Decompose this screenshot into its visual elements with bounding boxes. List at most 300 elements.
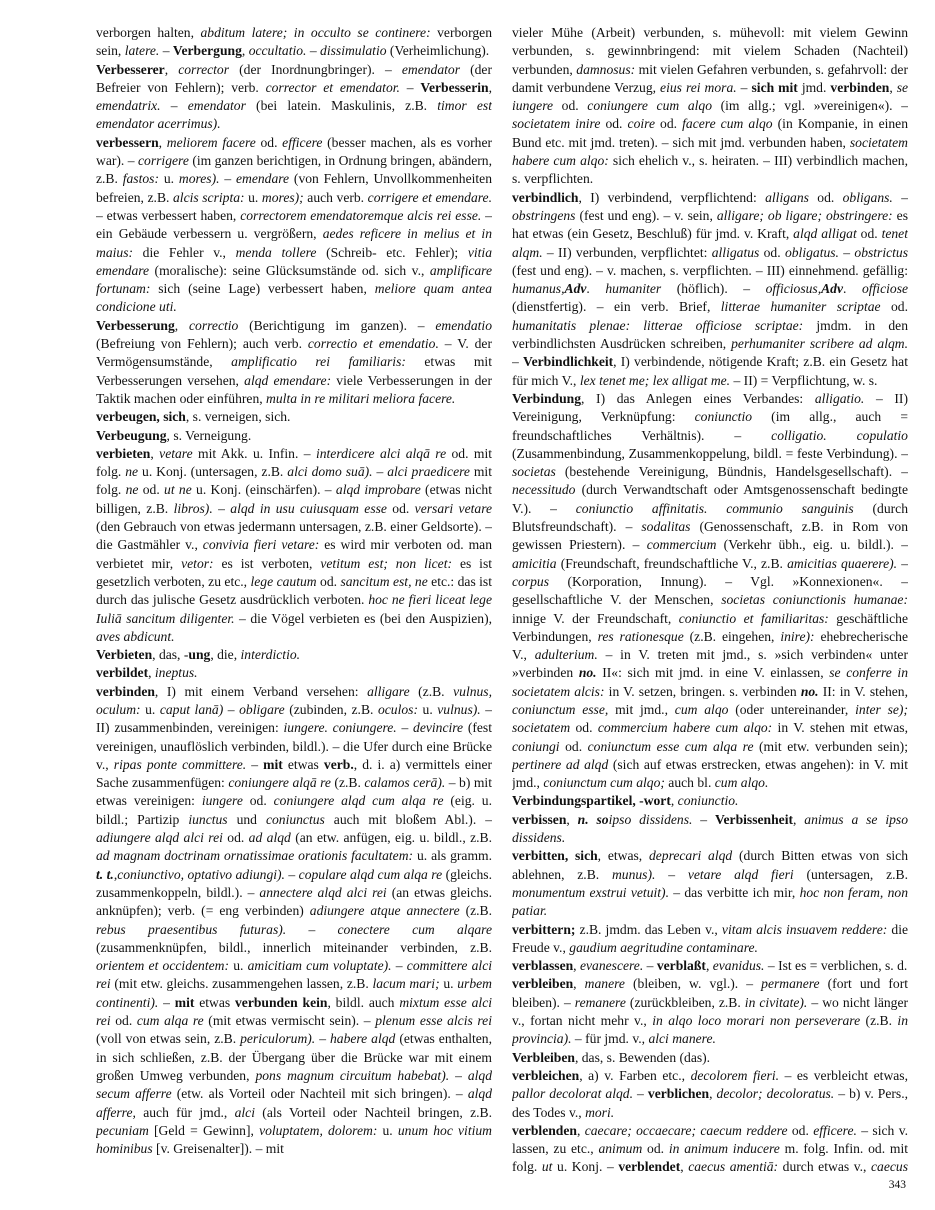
entry-text: (Zusammenbindung, Zusammenkoppelung, bildl. = feste Verbindung). – xyxy=(512,445,908,461)
dictionary-entry xyxy=(512,847,908,920)
entry-text: , xyxy=(241,43,249,59)
latin-text: menda tollere xyxy=(235,244,317,260)
entry-text: – xyxy=(391,958,407,974)
latin-text: correctorem emendatoremque alcis rei esse. xyxy=(240,207,482,223)
latin-text: humaniter xyxy=(605,281,662,297)
latin-text: animus a se ipso dissidens. xyxy=(512,811,908,846)
headword-text: no. xyxy=(578,665,597,681)
latin-text: societatem habere cum alqo: xyxy=(512,134,908,169)
entry-text: (Korporation, Innung). – Vgl. »Konnexionen«. – gesellschaftliche V. der Menschen, xyxy=(512,573,908,608)
entry-text: viele Verbesserungen in der Taktik machen oder einführen, xyxy=(96,372,492,406)
entry-text: (moralische): seine Glücksumstände od. sich v., xyxy=(149,262,430,278)
headword-text: Verbergung xyxy=(172,43,242,59)
entry-text: , xyxy=(150,445,160,461)
entry-text: – V. der Vermögensumstände, xyxy=(96,336,492,370)
entry-text: II: in V. stehen, xyxy=(818,683,908,699)
entry-text: – xyxy=(399,79,421,95)
entry-text: – xyxy=(655,866,688,882)
entry-text: od. xyxy=(600,116,628,132)
latin-text: interdicere alci alqā re xyxy=(315,445,447,461)
entry-text: die Freude v., xyxy=(512,921,908,955)
latin-text: facere cum alqo xyxy=(682,116,773,132)
latin-text: amicitias quaerere). xyxy=(787,555,898,571)
latin-text: alcis scripta: xyxy=(173,189,245,205)
entry-text: , d. i. a) vermittels einer Sache zusammenfügen: xyxy=(96,756,492,791)
entry-text: , xyxy=(573,976,585,992)
dictionary-entry xyxy=(96,664,492,682)
entry-text: – xyxy=(246,756,264,772)
entry-text: , xyxy=(705,958,713,974)
entry-text: od. xyxy=(880,299,908,315)
headword-text: Verbleiben xyxy=(512,1049,575,1065)
entry-text: – sich v. lassen, zu etc., xyxy=(512,1122,908,1157)
latin-text: fastos: xyxy=(122,171,159,187)
latin-text: eius rei mora. xyxy=(660,79,737,95)
headword-text: Verbindung xyxy=(512,390,582,406)
latin-text: interdictio. xyxy=(240,647,301,663)
latin-text: coniunctum esse cum alqa re xyxy=(587,738,754,754)
entry-text: , xyxy=(148,665,155,681)
latin-text: obligare xyxy=(239,701,285,717)
latin-text: coniunctio affinitatis. communio sanguinis xyxy=(575,500,854,516)
latin-text: coniungere cum alqo xyxy=(587,98,712,114)
entry-text: und xyxy=(227,811,266,827)
entry-text: – xyxy=(158,994,175,1010)
latin-text: vitia emendare xyxy=(96,244,492,278)
headword-text: verbissen xyxy=(512,811,567,827)
latin-text: deprecari alqd xyxy=(648,848,733,864)
latin-text: libros). xyxy=(173,500,213,516)
entry-text: od. xyxy=(110,1013,137,1029)
entry-text: – xyxy=(736,79,752,95)
latin-text: evanidus. xyxy=(712,958,765,974)
entry-text: es wird mir verboten od. man verbietet mir, xyxy=(96,537,492,571)
latin-text: annectere alqd alci rei xyxy=(259,884,387,900)
entry-text: (durch Blutsfreundschaft). – xyxy=(512,500,908,535)
latin-text: abditum latere; in occulto se continere: xyxy=(200,25,431,40)
latin-text: amicitia xyxy=(512,555,557,571)
latin-text: coniunctum cum alqo; xyxy=(543,775,665,791)
latin-text: alligans xyxy=(765,189,809,205)
entry-text: , xyxy=(158,134,167,150)
headword-text: verblichen xyxy=(647,1086,710,1102)
latin-text: societas xyxy=(512,464,556,480)
entry-text: – b) v. Pers., des Todes v., xyxy=(512,1086,908,1120)
latin-text: corrigere xyxy=(138,153,189,169)
dictionary-entry xyxy=(96,408,492,426)
headword-text: Verbesserung xyxy=(96,317,175,333)
headword-text: Verbesserin xyxy=(420,79,489,95)
entry-text: (z.B. xyxy=(860,1013,898,1029)
dictionary-entry xyxy=(512,921,908,958)
headword-text: Verbesserer xyxy=(96,61,165,77)
entry-text: die Fehler v., xyxy=(133,244,236,260)
latin-text: calamos cerā). xyxy=(364,775,446,791)
entry-text: (voll von etwas sein, z.B. xyxy=(96,1031,241,1047)
latin-text: inire): xyxy=(780,628,815,644)
entry-text: auch verb. xyxy=(303,189,368,205)
latin-text: ineptus. xyxy=(154,665,198,681)
latin-text: rebus praesentibus futuras). xyxy=(96,921,287,937)
latin-text: vetor: xyxy=(181,555,214,571)
headword-text: verbeugen, sich xyxy=(96,409,186,425)
entry-text: od. xyxy=(787,1122,814,1138)
latin-text: perhumaniter scribere ad alqm. xyxy=(731,336,908,352)
latin-text: amicitiam cum voluptate). xyxy=(247,958,392,974)
latin-text: animum xyxy=(598,1141,643,1157)
entry-text: (Berichtigung im ganzen). – xyxy=(238,317,436,333)
entry-text: , bildl. auch xyxy=(327,994,400,1010)
entry-text: u. xyxy=(417,701,438,717)
entry-text: – wo nicht länger v., fortan nicht mehr v., xyxy=(512,994,908,1029)
headword-text: Adv xyxy=(821,281,844,297)
entry-text: (höflich). – xyxy=(661,281,766,297)
latin-text: vitam alcis insuavem reddere: xyxy=(721,921,888,937)
headword-text: n. so xyxy=(577,811,609,827)
headword-text: verbieten xyxy=(96,445,151,461)
headword-text: ung xyxy=(188,647,211,663)
latin-text: plenum esse alcis rei xyxy=(375,1013,492,1029)
latin-text: decolor; decoloratus. xyxy=(716,1086,835,1102)
latin-text: ripas ponte committere. xyxy=(113,756,247,772)
latin-text: committere alci rei xyxy=(96,958,492,992)
latin-text: alqd alligat xyxy=(793,226,857,242)
latin-text: commercium habere cum alqo: xyxy=(597,720,773,736)
headword-text: verbinden xyxy=(96,683,155,699)
entry-text: geschäftliche Verbindungen, xyxy=(512,610,908,644)
entry-text: II«: sich mit jmd. in eine V. einlassen, xyxy=(596,665,830,681)
entry-text: – II) Vereinigung, Verknüpfung: xyxy=(512,390,908,425)
latin-text: litterae humaniter scriptae xyxy=(720,299,881,315)
entry-text: (z.B. xyxy=(459,903,492,919)
latin-text: ad magnam doctrinam ornatissimae orationis facultatem: xyxy=(96,848,414,864)
latin-text: caecus amentiā: xyxy=(688,1159,779,1174)
latin-text: vulnus). xyxy=(437,701,481,717)
headword-text: verbildet xyxy=(96,665,149,681)
latin-text: amplificatio rei familiaris: xyxy=(231,354,406,370)
entry-text: (bei latein. Maskulinis, z.B. xyxy=(245,98,438,114)
headword-text: verblaßt xyxy=(656,958,706,974)
headword-text: verb. xyxy=(323,756,354,772)
latin-text: colligatio. copulatio xyxy=(771,427,908,443)
latin-text: societatem inire xyxy=(512,116,601,132)
entry-text: (dienstfertig). – ein verb. Brief, xyxy=(512,299,721,315)
latin-text: versari vetare xyxy=(414,500,492,516)
entry-text: – b) mit etwas vereinigen: xyxy=(96,775,492,809)
latin-text: voluptatem, dolorem: xyxy=(259,1122,378,1138)
entry-text: , xyxy=(576,1122,585,1138)
latin-text: vulnus, oculum: xyxy=(96,683,492,717)
latin-text: tenet alqm. xyxy=(512,226,908,260)
entry-text: – die Vögel verbieten es (bei den Auspizien), xyxy=(234,610,492,626)
page-number: 343 xyxy=(888,1179,906,1191)
entry-text: – xyxy=(219,171,236,187)
entry-text: (fest und eng). – v. machen, s. verpflichten. – III) einnehmend. gefällig: xyxy=(512,262,908,278)
latin-text: obstrictus xyxy=(854,244,908,260)
entry-text: (im ganzen berichtigen, in Ordnung bringen, abändern, z.B. xyxy=(96,153,492,187)
latin-text: pons magnum circuitum habebat). xyxy=(255,1067,450,1083)
latin-text: mixtum esse alci rei xyxy=(96,994,492,1029)
entry-text: , xyxy=(670,793,678,809)
entry-text: u. xyxy=(439,976,458,992)
latin-text: vetitum est; non licet: xyxy=(320,555,453,571)
entry-text: , I) verbindend, verpflichtend: xyxy=(578,189,766,205)
entry-text: od. xyxy=(559,738,588,754)
entry-text: verborgen halten, xyxy=(96,25,201,40)
latin-text: mori. xyxy=(585,1104,615,1120)
entry-text: (Befreiung von Fehlern); auch verb. xyxy=(96,336,308,352)
entry-text: od. xyxy=(808,189,843,205)
entry-text: , das, s. Bewenden (das). xyxy=(574,1049,711,1065)
entry-text: (z.B. xyxy=(409,683,454,699)
entry-text: (mit etw. gleichs. zusammengehen lassen, z.B. xyxy=(110,976,373,992)
entry-text: , xyxy=(573,958,580,974)
latin-text: officiosus, xyxy=(765,281,822,297)
entry-text: jmd. xyxy=(797,79,831,95)
entry-text: od. xyxy=(759,244,785,260)
latin-text: in animum inducere xyxy=(668,1141,780,1157)
entry-text: od. xyxy=(654,116,683,132)
entry-text: – II) = Verpflichtung, w. s. xyxy=(730,372,878,388)
entry-text: , xyxy=(174,317,189,333)
entry-text: (Verkehr übh., eig. u. bildl.). – xyxy=(716,537,908,553)
latin-text: corrigere et emendare. xyxy=(367,189,492,205)
entry-text: od. xyxy=(255,134,283,150)
entry-text: – xyxy=(284,866,299,882)
latin-text: iungere. coniungere. xyxy=(283,720,397,736)
headword-text: sich mit xyxy=(751,79,798,95)
latin-text: alligare; ob ligare; obstringere: xyxy=(716,207,893,223)
entry-text: auch für jmd., xyxy=(135,1104,235,1120)
latin-text: alci xyxy=(234,1104,255,1120)
entry-text: u. xyxy=(159,171,179,187)
latin-text: caecus xyxy=(871,1159,908,1174)
entry-text: – etwas verbessert haben, xyxy=(96,207,241,223)
entry-text: [v. Greisenalter]). – mit xyxy=(152,1141,284,1157)
entry-text: od. mit folg. xyxy=(96,445,492,480)
dictionary-entry xyxy=(512,24,908,189)
entry-text: – xyxy=(692,811,715,827)
entry-text: od. xyxy=(138,482,165,498)
latin-text: amplificare fortunam: xyxy=(96,262,492,297)
latin-text: societatem xyxy=(512,720,571,736)
entry-text: (etwas nicht billigen, z.B. xyxy=(96,482,492,516)
entry-text: (zusammenknüpfen, bildl., innerlich miteinander verbinden, z.B. xyxy=(96,939,492,955)
entry-text: (besser machen, als es vorher war). – xyxy=(96,134,492,169)
latin-text: occultatio. xyxy=(248,43,307,59)
latin-text: dissimulatio xyxy=(320,43,387,59)
entry-text: u. xyxy=(228,958,248,974)
entry-text: – das verbitte ich mir, xyxy=(668,884,800,900)
dictionary-entry xyxy=(512,792,908,810)
latin-text: devincire xyxy=(413,720,464,736)
entry-text: jmdm. in den verbindlichsten Ausdrücken schreiben, xyxy=(512,317,908,352)
entry-text: . xyxy=(843,281,862,297)
latin-text: adiungere atque annectere xyxy=(309,903,460,919)
entry-text: z.B. jmdm. das Leben v., xyxy=(575,921,722,937)
entry-text: – Ist es = verblichen, s. d. xyxy=(764,958,908,974)
latin-text: hoc non feram, non patiar. xyxy=(512,884,908,919)
dictionary-entry xyxy=(512,1122,908,1174)
entry-text: u. xyxy=(377,1122,398,1138)
entry-text: (an etwas gleichs. anknüpfen); verb. (= eng verbinden) xyxy=(96,884,492,919)
entry-text: , die, xyxy=(210,647,241,663)
dictionary-entry xyxy=(96,427,492,445)
headword-text: Verbeugung xyxy=(96,427,167,443)
latin-text: permanere xyxy=(761,976,820,992)
dictionary-entry xyxy=(512,1049,908,1067)
headword-text: verbindlich xyxy=(512,189,579,205)
entry-text: (an etw. anfügen, eig. u. bildl., z.B. xyxy=(290,830,492,846)
dictionary-entry xyxy=(96,24,492,61)
entry-text: od. xyxy=(856,226,882,242)
dictionary-entry xyxy=(96,317,492,408)
latin-text: cum alqo. xyxy=(714,775,769,791)
latin-text: adiungere alqd alci rei xyxy=(96,830,223,846)
entry-text: , xyxy=(680,1159,689,1174)
latin-text: gaudium aegritudine contaminare. xyxy=(569,939,758,955)
entry-text: u. Konj. (einschärfen). – xyxy=(191,482,336,498)
entry-text: mit vielen Gefahren verbunden, s. gefahrvoll: der damit verbundene Verzug, xyxy=(512,61,908,95)
entry-text: (etw. als Vorteil oder Nachteil mit sich bringen). – xyxy=(171,1086,468,1102)
headword-text: Verbindlichkeit xyxy=(523,354,614,370)
headword-text: verbitten, sich xyxy=(512,848,598,864)
entry-text: – xyxy=(160,98,188,114)
entry-text: sich (seine Lage) verbessert haben, xyxy=(150,281,375,297)
entry-text: (Verheimlichung). xyxy=(386,43,490,59)
entry-text: (im allg.; vgl. »vereinigen«). – xyxy=(712,98,908,114)
latin-text: multa in re militari meliora facere. xyxy=(266,390,456,406)
entry-text: (Genossenschaft, z.B. in Rom von gewissen Priestern). – xyxy=(512,519,908,553)
headword-text: verbinden xyxy=(830,79,890,95)
latin-text: alqd improbare xyxy=(335,482,421,498)
latin-text: pertinere ad alqd xyxy=(512,756,609,772)
entry-text: etc.: das ist durch das julische Gesetz ausdrücklich verboten. xyxy=(96,573,492,608)
entry-text: od. xyxy=(316,573,341,589)
headword-text: Verbindungspartikel, -wort xyxy=(512,793,671,809)
latin-text: latere. xyxy=(124,43,160,59)
latin-text: oculos: xyxy=(377,701,418,717)
entry-text: in V. setzen, bringen. s. verbinden xyxy=(604,683,801,699)
dictionary-entry xyxy=(512,390,908,793)
entry-text: , xyxy=(488,79,492,95)
entry-text: mit folg. xyxy=(96,464,492,498)
entry-text: od. xyxy=(570,720,598,736)
entry-text: , I) das Anlegen eines Verbandes: xyxy=(581,390,815,406)
latin-text: pallor decolorat alqd. xyxy=(512,1086,633,1102)
entry-text: , I) mit einem Verband versehen: xyxy=(154,683,368,699)
entry-text: sich ehelich v., s. heiraten. – III) verbindlich machen, s. verpflichten. xyxy=(512,153,908,187)
latin-text: obligatus. xyxy=(784,244,839,260)
dictionary-entry xyxy=(512,1067,908,1122)
headword-text: verblassen xyxy=(512,958,574,974)
latin-text: coniungere alqā re xyxy=(228,775,331,791)
latin-text: ut ne xyxy=(164,482,192,498)
latin-text: correctio xyxy=(189,317,239,333)
entry-text: (in Kompanie, in einen Bund etc. mit jmd. treten). – sich mit jmd. verbunden haben, xyxy=(512,116,908,150)
headword-text: t. t. xyxy=(96,866,114,882)
entry-text: [Geld = Gewinn], xyxy=(148,1122,260,1138)
entry-text: . xyxy=(586,281,606,297)
entry-text: etwas xyxy=(194,994,235,1010)
entry-text: (zubinden, z.B. xyxy=(284,701,378,717)
latin-text: humanitatis plenae: litterae officiose scriptae: xyxy=(512,317,804,333)
latin-text: timor est emendator acerrimus). xyxy=(96,98,492,132)
entry-text: (fort und fort bleiben). – xyxy=(512,976,908,1010)
latin-text: commercium xyxy=(646,537,717,553)
latin-text: urbem continenti). xyxy=(96,976,492,1010)
latin-text: ut xyxy=(541,1159,553,1174)
latin-text: unum hoc vitium hominibus xyxy=(96,1122,492,1157)
latin-text: alligatus xyxy=(711,244,760,260)
latin-text: lex tenet me; lex alligat me. xyxy=(579,372,731,388)
headword-text: verbleichen xyxy=(512,1067,580,1083)
latin-text: conectere cum alqare xyxy=(337,921,492,937)
entry-text: u. xyxy=(244,189,262,205)
headword-text: verbessern xyxy=(96,134,159,150)
entry-text: (fest und eng). – v. sein, xyxy=(575,207,717,223)
latin-text: vetare xyxy=(159,445,193,461)
headword-text: verbleiben xyxy=(512,976,574,992)
latin-text: ne xyxy=(125,482,139,498)
dictionary-entry xyxy=(96,683,492,1159)
entry-text: innige V. der Freundschaft, xyxy=(512,610,679,626)
latin-text: obligans. xyxy=(842,189,893,205)
entry-text: m. folg. Infin. od. mit folg. xyxy=(512,1141,908,1174)
entry-text: , xyxy=(709,1086,717,1102)
latin-text: corrector xyxy=(178,61,230,77)
latin-text: alqd emendare: xyxy=(244,372,332,388)
entry-text: – in V. treten mit jmd., s. »sich verbinden« unter »verbinden xyxy=(512,647,908,681)
latin-text: caput lanā) xyxy=(159,701,224,717)
entry-text: u. Konj. (untersagen, z.B. xyxy=(138,464,288,480)
latin-text: caecare; occaecare; caecum reddere xyxy=(584,1122,788,1138)
latin-text: humanus, xyxy=(512,281,565,297)
entry-text: (mit etwas vermischt sein). – xyxy=(203,1013,376,1029)
latin-text: evanescere. xyxy=(579,958,644,974)
latin-text: alqd in usu cuiusquam esse xyxy=(230,500,387,516)
latin-text: mores); xyxy=(261,189,304,205)
latin-text: aedes reficere in melius et in maius: xyxy=(96,226,492,260)
latin-text: inter se); xyxy=(855,701,908,717)
latin-text: efficere. xyxy=(813,1122,857,1138)
entry-text: – xyxy=(306,43,321,59)
entry-text: – II) zusammenbinden, vereinigen: xyxy=(96,701,492,736)
latin-text: coniunctio xyxy=(694,409,753,425)
entry-text: (eig. u. bildl.; Partizip xyxy=(96,793,492,827)
entry-text: (den Gebrauch von etwas jedermann untersagen, z.B. einer Geldsorte). – die Gastmähler v., xyxy=(96,519,492,553)
entry-text: – es verbleicht etwas, xyxy=(779,1067,908,1083)
entry-text: – xyxy=(892,189,908,205)
entry-text: – II) verbunden, verpflichtet: xyxy=(542,244,712,260)
entry-text: – xyxy=(643,958,657,974)
entry-text: od. xyxy=(553,98,588,114)
latin-text: emendator xyxy=(187,98,246,114)
entry-text: , xyxy=(793,811,805,827)
entry-text: etwas xyxy=(282,756,324,772)
entry-text: (im allg., auch = freundschaftliches Verhältnis). – xyxy=(512,409,908,443)
latin-text: convivia fieri vetare: xyxy=(202,537,320,553)
latin-text: ne xyxy=(125,464,139,480)
latin-text: orientem et occidentem: xyxy=(96,958,229,974)
entry-text: (fest vereinigen, unauflöslich verbinden, bildl.). – die Ufer durch eine Brücke v., xyxy=(96,720,492,772)
latin-text: habere alqd xyxy=(329,1031,396,1047)
latin-text: iungere xyxy=(201,793,243,809)
entry-text: , etwas, xyxy=(597,848,649,864)
latin-text: sodalitas xyxy=(641,519,691,535)
latin-text: coniunctio et familiaritas: xyxy=(678,610,829,626)
latin-text: alligatio. xyxy=(814,390,865,406)
